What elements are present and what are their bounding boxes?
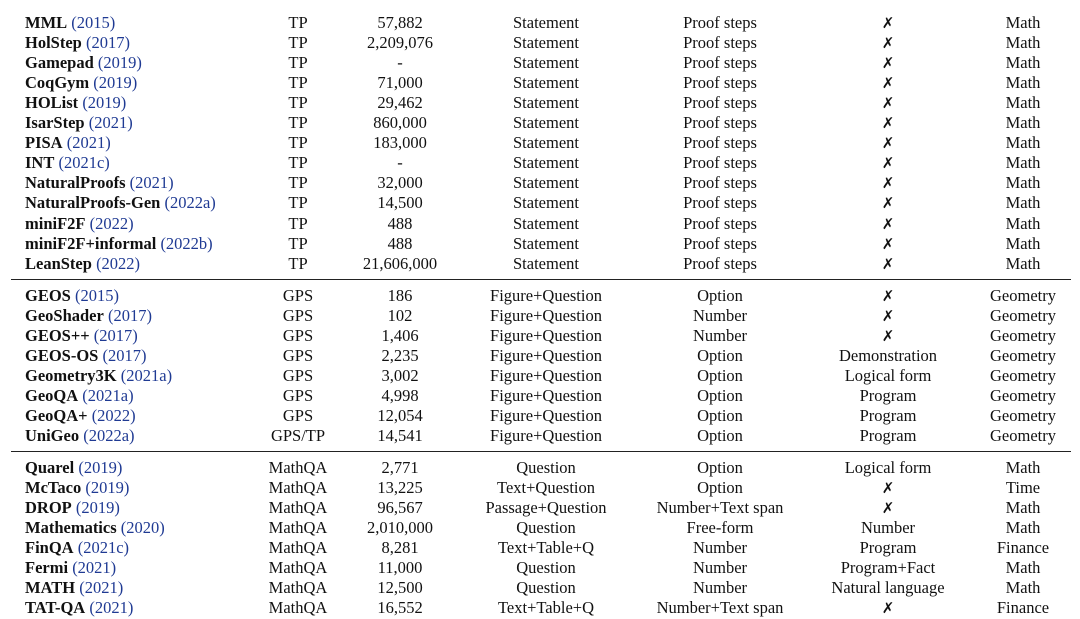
rationale-cell: Number (860, 518, 916, 537)
size-cell: 183,000 (373, 133, 427, 153)
dataset-cell (25, 598, 133, 618)
citation-link[interactable]: (2019) (82, 93, 127, 113)
dataset-cell (25, 498, 120, 518)
rationale-cell: ✗ (881, 34, 895, 53)
dataset-cell (25, 578, 123, 598)
size-cell: 57,882 (377, 13, 423, 32)
citation-link[interactable]: (2021) (72, 558, 117, 577)
size-cell: 96,567 (377, 498, 423, 517)
domain-cell: Math (1005, 133, 1041, 153)
rationale-cell: ✗ (881, 599, 895, 617)
dataset-name: HolStep (25, 33, 82, 53)
task-cell: MathQA (268, 478, 328, 497)
size-cell: 488 (387, 233, 413, 253)
citation-link[interactable]: (2017) (85, 33, 130, 53)
table-row (0, 214, 1080, 234)
table-row (0, 73, 1080, 93)
citation-link[interactable]: (2021) (129, 173, 174, 193)
rationale-cell: ✗ (881, 287, 895, 305)
dataset-cell (25, 53, 142, 73)
size-cell: 16,552 (377, 598, 423, 617)
group-divider (11, 279, 1071, 280)
domain-cell: Geometry (990, 426, 1056, 445)
output-cell: Free-form (686, 518, 754, 537)
domain-cell: Geometry (990, 386, 1056, 405)
citation-link[interactable]: (2019) (93, 73, 138, 93)
rationale-cell: Program (859, 426, 917, 445)
dataset-cell (25, 254, 140, 274)
citation-link[interactable]: (2021) (66, 133, 111, 153)
domain-cell: Math (1005, 113, 1041, 133)
size-cell: 13,225 (377, 478, 423, 497)
dataset-cell (25, 406, 136, 426)
output-cell: Proof steps (683, 33, 757, 53)
output-cell: Number (692, 538, 748, 557)
domain-cell: Time (1005, 478, 1041, 497)
dataset-cell (25, 366, 172, 386)
input-cell: Statement (513, 93, 579, 113)
task-cell: GPS (282, 366, 314, 385)
dataset-cell (25, 93, 126, 113)
rationale-cell: Program (859, 538, 917, 557)
input-cell: Statement (513, 113, 579, 133)
task-cell: TP (288, 53, 308, 73)
input-cell: Question (516, 558, 576, 577)
rationale-cell: ✗ (881, 194, 895, 213)
dataset-name: McTaco (25, 478, 82, 497)
dataset-name: miniF2F+informal (25, 233, 157, 253)
citation-link[interactable]: (2022a) (164, 193, 216, 213)
rationale-cell: Program (859, 406, 917, 425)
citation-link[interactable]: (2021) (79, 578, 124, 597)
table-row (0, 153, 1080, 173)
dataset-name: CoqGym (25, 73, 90, 93)
citation-link[interactable]: (2022a) (83, 426, 135, 445)
input-cell: Question (516, 578, 576, 597)
output-cell: Number (692, 578, 748, 597)
size-cell: 1,406 (381, 326, 419, 345)
table-row (0, 478, 1080, 498)
output-cell: Option (697, 426, 743, 445)
rationale-cell: ✗ (881, 327, 895, 345)
output-cell: Number+Text span (656, 598, 784, 617)
rationale-cell: ✗ (881, 174, 895, 193)
task-cell: TP (288, 173, 308, 193)
table-row (0, 426, 1080, 446)
input-cell: Statement (513, 173, 579, 193)
dataset-cell (25, 133, 111, 153)
rationale-cell: ✗ (881, 94, 895, 113)
task-cell: MathQA (268, 518, 328, 537)
task-cell: TP (288, 213, 308, 233)
table-row (0, 386, 1080, 406)
task-cell: GPS (282, 406, 314, 425)
output-cell: Proof steps (683, 233, 757, 253)
citation-link[interactable]: (2019) (75, 498, 120, 517)
task-cell: MathQA (268, 458, 328, 477)
size-cell: 2,010,000 (367, 518, 433, 537)
output-cell: Option (697, 366, 743, 385)
rationale-cell: Demonstration (838, 346, 938, 365)
task-cell: GPS (282, 386, 314, 405)
dataset-cell (25, 458, 122, 478)
domain-cell: Geometry (990, 326, 1056, 345)
citation-link[interactable]: (2022) (89, 213, 134, 233)
dataset-name: GEOS (25, 286, 71, 305)
dataset-name: Quarel (25, 458, 75, 477)
output-cell: Option (697, 346, 743, 365)
output-cell: Number (692, 306, 748, 325)
citation-link[interactable]: (2015) (71, 13, 116, 32)
group-divider (11, 451, 1071, 452)
rationale-cell: Program+Fact (840, 558, 936, 577)
size-cell: 2,771 (381, 458, 419, 477)
table-row (0, 93, 1080, 113)
rationale-cell: Logical form (844, 366, 932, 385)
dataset-name: Mathematics (25, 518, 117, 537)
rationale-cell: ✗ (881, 134, 895, 153)
rationale-cell: ✗ (881, 254, 895, 273)
domain-cell: Geometry (990, 346, 1056, 365)
dataset-name: miniF2F (25, 213, 86, 233)
task-cell: TP (288, 93, 308, 113)
citation-link[interactable]: (2021a) (120, 366, 173, 385)
task-cell: TP (288, 253, 308, 273)
task-cell: TP (288, 73, 308, 93)
dataset-name: HOList (25, 93, 79, 113)
domain-cell: Geometry (990, 406, 1056, 425)
dataset-name: GEOS++ (25, 326, 90, 345)
citation-link[interactable]: (2015) (74, 286, 119, 305)
task-cell: TP (288, 133, 308, 153)
output-cell: Proof steps (683, 193, 757, 213)
dataset-cell (25, 518, 165, 538)
input-cell: Statement (513, 133, 579, 153)
citation-link[interactable]: (2022) (91, 406, 136, 425)
table-row (0, 254, 1080, 274)
size-cell: 2,235 (381, 346, 419, 365)
domain-cell: Geometry (990, 366, 1056, 385)
output-cell: Number+Text span (656, 498, 784, 517)
rationale-cell: ✗ (881, 74, 895, 93)
dataset-cell (25, 214, 134, 234)
table-row (0, 406, 1080, 426)
dataset-name: NaturalProofs-Gen (25, 193, 161, 213)
size-cell: 29,462 (377, 93, 423, 113)
table-row (0, 558, 1080, 578)
citation-link[interactable]: (2017) (102, 346, 147, 365)
table-row (0, 286, 1080, 306)
output-cell: Proof steps (683, 93, 757, 113)
size-cell: 102 (387, 306, 413, 325)
output-cell: Option (697, 478, 743, 497)
dataset-cell (25, 113, 133, 133)
dataset-name: INT (25, 153, 55, 173)
citation-link[interactable]: (2017) (107, 306, 152, 325)
input-cell: Text+Question (497, 478, 595, 497)
input-cell: Figure+Question (490, 366, 602, 385)
dataset-cell (25, 346, 146, 366)
citation-link[interactable]: (2017) (93, 326, 138, 345)
table-row (0, 598, 1080, 618)
size-cell: 186 (387, 286, 413, 305)
output-cell: Proof steps (683, 213, 757, 233)
rationale-cell: ✗ (881, 114, 895, 133)
domain-cell: Finance (996, 598, 1050, 617)
input-cell: Statement (513, 213, 579, 233)
output-cell: Option (697, 286, 743, 305)
size-cell: 12,054 (377, 406, 423, 425)
dataset-name: FinQA (25, 538, 74, 557)
input-cell: Figure+Question (490, 286, 602, 305)
dataset-name: GEOS-OS (25, 346, 99, 365)
output-cell: Proof steps (683, 173, 757, 193)
size-cell: - (397, 153, 403, 173)
dataset-cell (25, 478, 129, 498)
dataset-cell (25, 426, 135, 446)
rationale-cell: ✗ (881, 214, 895, 233)
dataset-cell (25, 538, 129, 558)
table-row (0, 33, 1080, 53)
rationale-cell: ✗ (881, 307, 895, 325)
dataset-cell (25, 33, 130, 53)
output-cell: Proof steps (683, 13, 757, 32)
dataset-name: IsarStep (25, 113, 85, 133)
input-cell: Figure+Question (490, 386, 602, 405)
citation-link[interactable]: (2019) (97, 53, 142, 73)
dataset-name: GeoQA+ (25, 406, 88, 425)
citation-link[interactable]: (2022) (96, 253, 141, 273)
citation-link[interactable]: (2020) (120, 518, 165, 537)
citation-link[interactable]: (2021c) (77, 538, 130, 557)
dataset-cell (25, 153, 110, 173)
rationale-cell: ✗ (881, 154, 895, 173)
size-cell: 12,500 (377, 578, 423, 597)
dataset-name: UniGeo (25, 426, 80, 445)
domain-cell: Math (1005, 153, 1041, 173)
domain-cell: Math (1005, 518, 1041, 537)
rationale-cell: Natural language (831, 578, 945, 597)
dataset-cell (25, 306, 152, 326)
table-row (0, 518, 1080, 538)
citation-link[interactable]: (2019) (85, 478, 130, 497)
task-cell: TP (288, 233, 308, 253)
citation-link[interactable]: (2021) (89, 598, 134, 617)
dataset-name: NaturalProofs (25, 173, 126, 193)
dataset-name: LeanStep (25, 253, 92, 273)
task-cell: GPS (282, 346, 314, 365)
task-cell: GPS (282, 306, 314, 325)
input-cell: Statement (513, 233, 579, 253)
table-row (0, 13, 1080, 33)
task-cell: MathQA (268, 498, 328, 517)
output-cell: Proof steps (683, 133, 757, 153)
task-cell: MathQA (268, 578, 328, 597)
task-cell: TP (288, 13, 308, 32)
table-row (0, 326, 1080, 346)
table-row (0, 346, 1080, 366)
input-cell: Figure+Question (490, 326, 602, 345)
domain-cell: Finance (996, 538, 1050, 557)
dataset-cell (25, 326, 138, 346)
input-cell: Question (516, 458, 576, 477)
dataset-name: MML (25, 13, 68, 32)
dataset-cell (25, 13, 115, 33)
table-row (0, 53, 1080, 73)
input-cell: Figure+Question (490, 426, 602, 445)
size-cell: 8,281 (381, 538, 419, 557)
size-cell: 11,000 (377, 558, 423, 577)
table-row (0, 578, 1080, 598)
output-cell: Option (697, 458, 743, 477)
dataset-name: TAT-QA (25, 598, 86, 617)
dataset-cell (25, 173, 174, 193)
size-cell: 2,209,076 (367, 33, 433, 53)
citation-link[interactable]: (2019) (78, 458, 123, 477)
table-row (0, 113, 1080, 133)
citation-link[interactable]: (2022b) (160, 233, 213, 253)
task-cell: TP (288, 113, 308, 133)
task-cell: TP (288, 193, 308, 213)
rationale-cell: Program (859, 386, 917, 405)
citation-link[interactable]: (2021) (88, 113, 133, 133)
input-cell: Statement (513, 253, 579, 273)
rationale-cell: ✗ (881, 54, 895, 73)
size-cell: 32,000 (377, 173, 423, 193)
domain-cell: Math (1005, 73, 1041, 93)
dataset-cell (25, 286, 119, 306)
table-row (0, 366, 1080, 386)
domain-cell: Math (1005, 233, 1041, 253)
dataset-name: GeoShader (25, 306, 104, 325)
size-cell: 3,002 (381, 366, 419, 385)
dataset-name: Fermi (25, 558, 69, 577)
size-cell: 21,606,000 (362, 253, 438, 273)
output-cell: Option (697, 386, 743, 405)
table-row (0, 306, 1080, 326)
table-row (0, 498, 1080, 518)
input-cell: Statement (513, 13, 579, 32)
dataset-cell (25, 193, 216, 213)
task-cell: GPS (282, 326, 314, 345)
input-cell: Statement (513, 73, 579, 93)
domain-cell: Math (1005, 253, 1041, 273)
output-cell: Proof steps (683, 73, 757, 93)
input-cell: Figure+Question (490, 406, 602, 425)
domain-cell: Math (1005, 578, 1041, 597)
domain-cell: Math (1005, 93, 1041, 113)
output-cell: Number (692, 326, 748, 345)
domain-cell: Math (1005, 498, 1041, 517)
output-cell: Proof steps (683, 253, 757, 273)
domain-cell: Math (1005, 213, 1041, 233)
output-cell: Proof steps (683, 53, 757, 73)
task-cell: TP (288, 153, 308, 173)
size-cell: 71,000 (377, 73, 423, 93)
input-cell: Text+Table+Q (497, 598, 595, 617)
domain-cell: Geometry (990, 306, 1056, 325)
dataset-name: GeoQA (25, 386, 79, 405)
dataset-name: MATH (25, 578, 76, 597)
rationale-cell: ✗ (881, 479, 895, 497)
dataset-name: DROP (25, 498, 72, 517)
dataset-name: Geometry3K (25, 366, 117, 385)
domain-cell: Geometry (990, 286, 1056, 305)
output-cell: Proof steps (683, 113, 757, 133)
citation-link[interactable]: (2021c) (58, 153, 110, 173)
domain-cell: Math (1005, 193, 1041, 213)
size-cell: 4,998 (381, 386, 419, 405)
size-cell: 488 (387, 213, 413, 233)
size-cell: 14,500 (377, 193, 423, 213)
output-cell: Option (697, 406, 743, 425)
dataset-cell (25, 558, 116, 578)
task-cell: TP (288, 33, 308, 53)
dataset-cell (25, 73, 137, 93)
input-cell: Figure+Question (490, 346, 602, 365)
dataset-cell (25, 386, 134, 406)
citation-link[interactable]: (2021a) (82, 386, 134, 405)
domain-cell: Math (1005, 173, 1041, 193)
task-cell: GPS (282, 286, 314, 305)
size-cell: - (397, 53, 403, 73)
size-cell: 860,000 (373, 113, 427, 133)
dataset-cell (25, 234, 213, 254)
rationale-cell: ✗ (881, 14, 895, 32)
input-cell: Text+Table+Q (497, 538, 595, 557)
task-cell: MathQA (268, 558, 328, 577)
input-cell: Statement (513, 33, 579, 53)
input-cell: Statement (513, 193, 579, 213)
table-row (0, 133, 1080, 153)
domain-cell: Math (1005, 458, 1041, 477)
input-cell: Figure+Question (490, 306, 602, 325)
domain-cell: Math (1005, 558, 1041, 577)
output-cell: Proof steps (683, 153, 757, 173)
table-row (0, 193, 1080, 213)
task-cell: GPS/TP (270, 426, 326, 445)
output-cell: Number (692, 558, 748, 577)
rationale-cell: Logical form (844, 458, 932, 477)
dataset-name: Gamepad (25, 53, 94, 73)
input-cell: Passage+Question (485, 498, 607, 517)
input-cell: Statement (513, 53, 579, 73)
rationale-cell: ✗ (881, 234, 895, 253)
dataset-name: PISA (25, 133, 63, 153)
input-cell: Statement (513, 153, 579, 173)
table-row (0, 458, 1080, 478)
task-cell: MathQA (268, 538, 328, 557)
domain-cell: Math (1005, 53, 1041, 73)
domain-cell: Math (1005, 13, 1041, 32)
table-row (0, 173, 1080, 193)
rationale-cell: ✗ (881, 499, 895, 517)
size-cell: 14,541 (377, 426, 423, 445)
task-cell: MathQA (268, 598, 328, 617)
table-row (0, 234, 1080, 254)
domain-cell: Math (1005, 33, 1041, 53)
table-row (0, 538, 1080, 558)
input-cell: Question (516, 518, 576, 537)
